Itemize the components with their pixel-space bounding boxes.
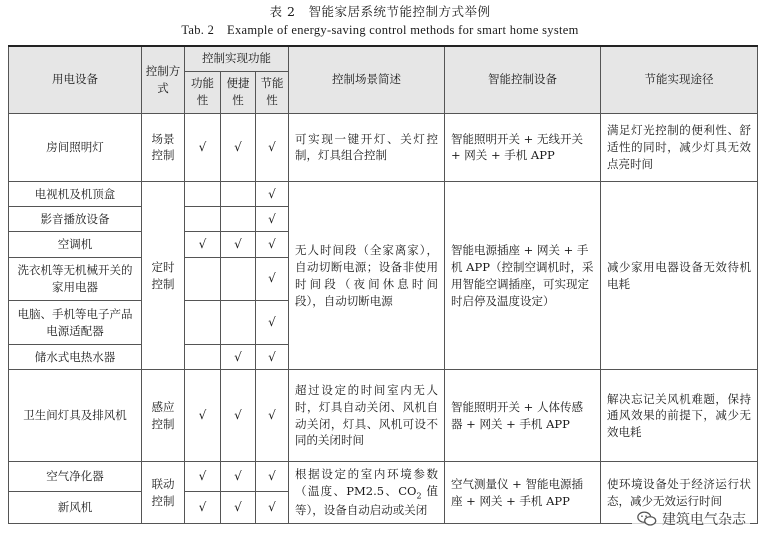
scene-cell: 可实现一键开灯、关灯控制，灯具组合控制 <box>289 113 445 182</box>
device-cell: 空气净化器 <box>9 462 142 492</box>
functional-check <box>185 345 221 370</box>
table-row <box>9 370 758 462</box>
table-row <box>9 113 758 182</box>
convenience-check: √ <box>221 345 256 370</box>
device-cell: 卫生间灯具及排风机 <box>9 370 142 462</box>
method-cell: 场景控制 <box>142 113 185 182</box>
header-scene: 控制场景简述 <box>289 46 445 113</box>
saving-path-cell: 使环境设备处于经济运行状态，减少无效运行时间 <box>601 462 758 524</box>
functional-check: √ <box>185 491 221 523</box>
header-device: 用电设备 <box>9 46 142 113</box>
convenience-check: √ <box>221 232 256 257</box>
convenience-check: √ <box>221 370 256 462</box>
saving-path-cell: 减少家用电器设备无效待机电耗 <box>601 182 758 370</box>
device-cell: 电脑、手机等电子产品电源适配器 <box>9 301 142 345</box>
energy-check: √ <box>256 491 289 523</box>
smart-device-cell: 空气测量仪 + 智能电源插座 + 网关 + 手机 APP <box>445 462 601 524</box>
convenience-check: √ <box>221 491 256 523</box>
functional-check <box>185 207 221 232</box>
table-row <box>9 462 758 492</box>
functional-check: √ <box>185 370 221 462</box>
method-cell: 感应控制 <box>142 370 185 462</box>
table-row <box>9 182 758 207</box>
device-cell: 洗衣机等无机械开关的家用电器 <box>9 257 142 301</box>
header-saving-path: 节能实现途径 <box>601 46 758 113</box>
header-method: 控制方式 <box>142 46 185 113</box>
functional-check: √ <box>185 462 221 492</box>
saving-path-cell: 解决忘记关风机难题，保持通风效果的前提下，减少无效电耗 <box>601 370 758 462</box>
functional-check: √ <box>185 232 221 257</box>
scene-cell: 无人时间段（全家离家），自动切断电源；设备非使用时间段（夜间休息时间段），自动切断电源 <box>289 182 445 370</box>
energy-check: √ <box>256 207 289 232</box>
device-cell: 空调机 <box>9 232 142 257</box>
smart-device-cell: 智能照明开关 + 无线开关 + 网关 + 手机 APP <box>445 113 601 182</box>
header-functional: 功能性 <box>185 71 221 113</box>
energy-control-table <box>8 45 758 524</box>
scene-cell: 根据设定的室内环境参数（温度、PM2.5、$CO_2$ 值等），设备自动启动或关闭 <box>289 462 445 524</box>
energy-check: √ <box>256 345 289 370</box>
header-smart-device: 智能控制设备 <box>445 46 601 113</box>
method-cell: 定时控制 <box>142 182 185 370</box>
device-cell: 电视机及机顶盒 <box>9 182 142 207</box>
saving-path-cell: 满足灯光控制的便利性、舒适性的同时，减少灯具无效点亮时间 <box>601 113 758 182</box>
functional-check <box>185 301 221 345</box>
functional-check: √ <box>185 113 221 182</box>
wechat-icon <box>636 508 658 530</box>
watermark <box>632 508 750 530</box>
device-cell: 储水式电热水器 <box>9 345 142 370</box>
method-cell: 联动控制 <box>142 462 185 524</box>
smart-device-cell: 智能照明开关 + 人体传感器 + 网关 + 手机 APP <box>445 370 601 462</box>
scene-cell: 超过设定的时间室内无人时，灯具自动关闭、风机自动关闭，灯具、风机可设不同的关闭时间 <box>289 370 445 462</box>
energy-check: √ <box>256 257 289 301</box>
table-caption-en: Tab. 2 Example of energy-saving control methods for smart home system <box>181 23 579 37</box>
header-energy: 节能性 <box>256 71 289 113</box>
convenience-check: √ <box>221 113 256 182</box>
convenience-check <box>221 182 256 207</box>
device-cell: 影音播放设备 <box>9 207 142 232</box>
convenience-check <box>221 207 256 232</box>
energy-check: √ <box>256 370 289 462</box>
convenience-check: √ <box>221 462 256 492</box>
energy-check: √ <box>256 113 289 182</box>
energy-check: √ <box>256 232 289 257</box>
convenience-check <box>221 257 256 301</box>
device-cell: 新风机 <box>9 491 142 523</box>
energy-check: √ <box>256 301 289 345</box>
functional-check <box>185 182 221 207</box>
smart-device-cell: 智能电源插座 + 网关 + 手机 APP（控制空调机时，采用智能空调插座，可实现定时启停及温度设定） <box>445 182 601 370</box>
table-caption-cn: 表 2 智能家居系统节能控制方式举例 <box>269 4 491 19</box>
header-convenience: 便捷性 <box>221 71 256 113</box>
energy-check: √ <box>256 462 289 492</box>
energy-check: √ <box>256 182 289 207</box>
device-cell: 房间照明灯 <box>9 113 142 182</box>
functional-check <box>185 257 221 301</box>
watermark-text: 建筑电气杂志 <box>662 512 746 528</box>
header-function-group: 控制实现功能 <box>185 46 289 71</box>
convenience-check <box>221 301 256 345</box>
